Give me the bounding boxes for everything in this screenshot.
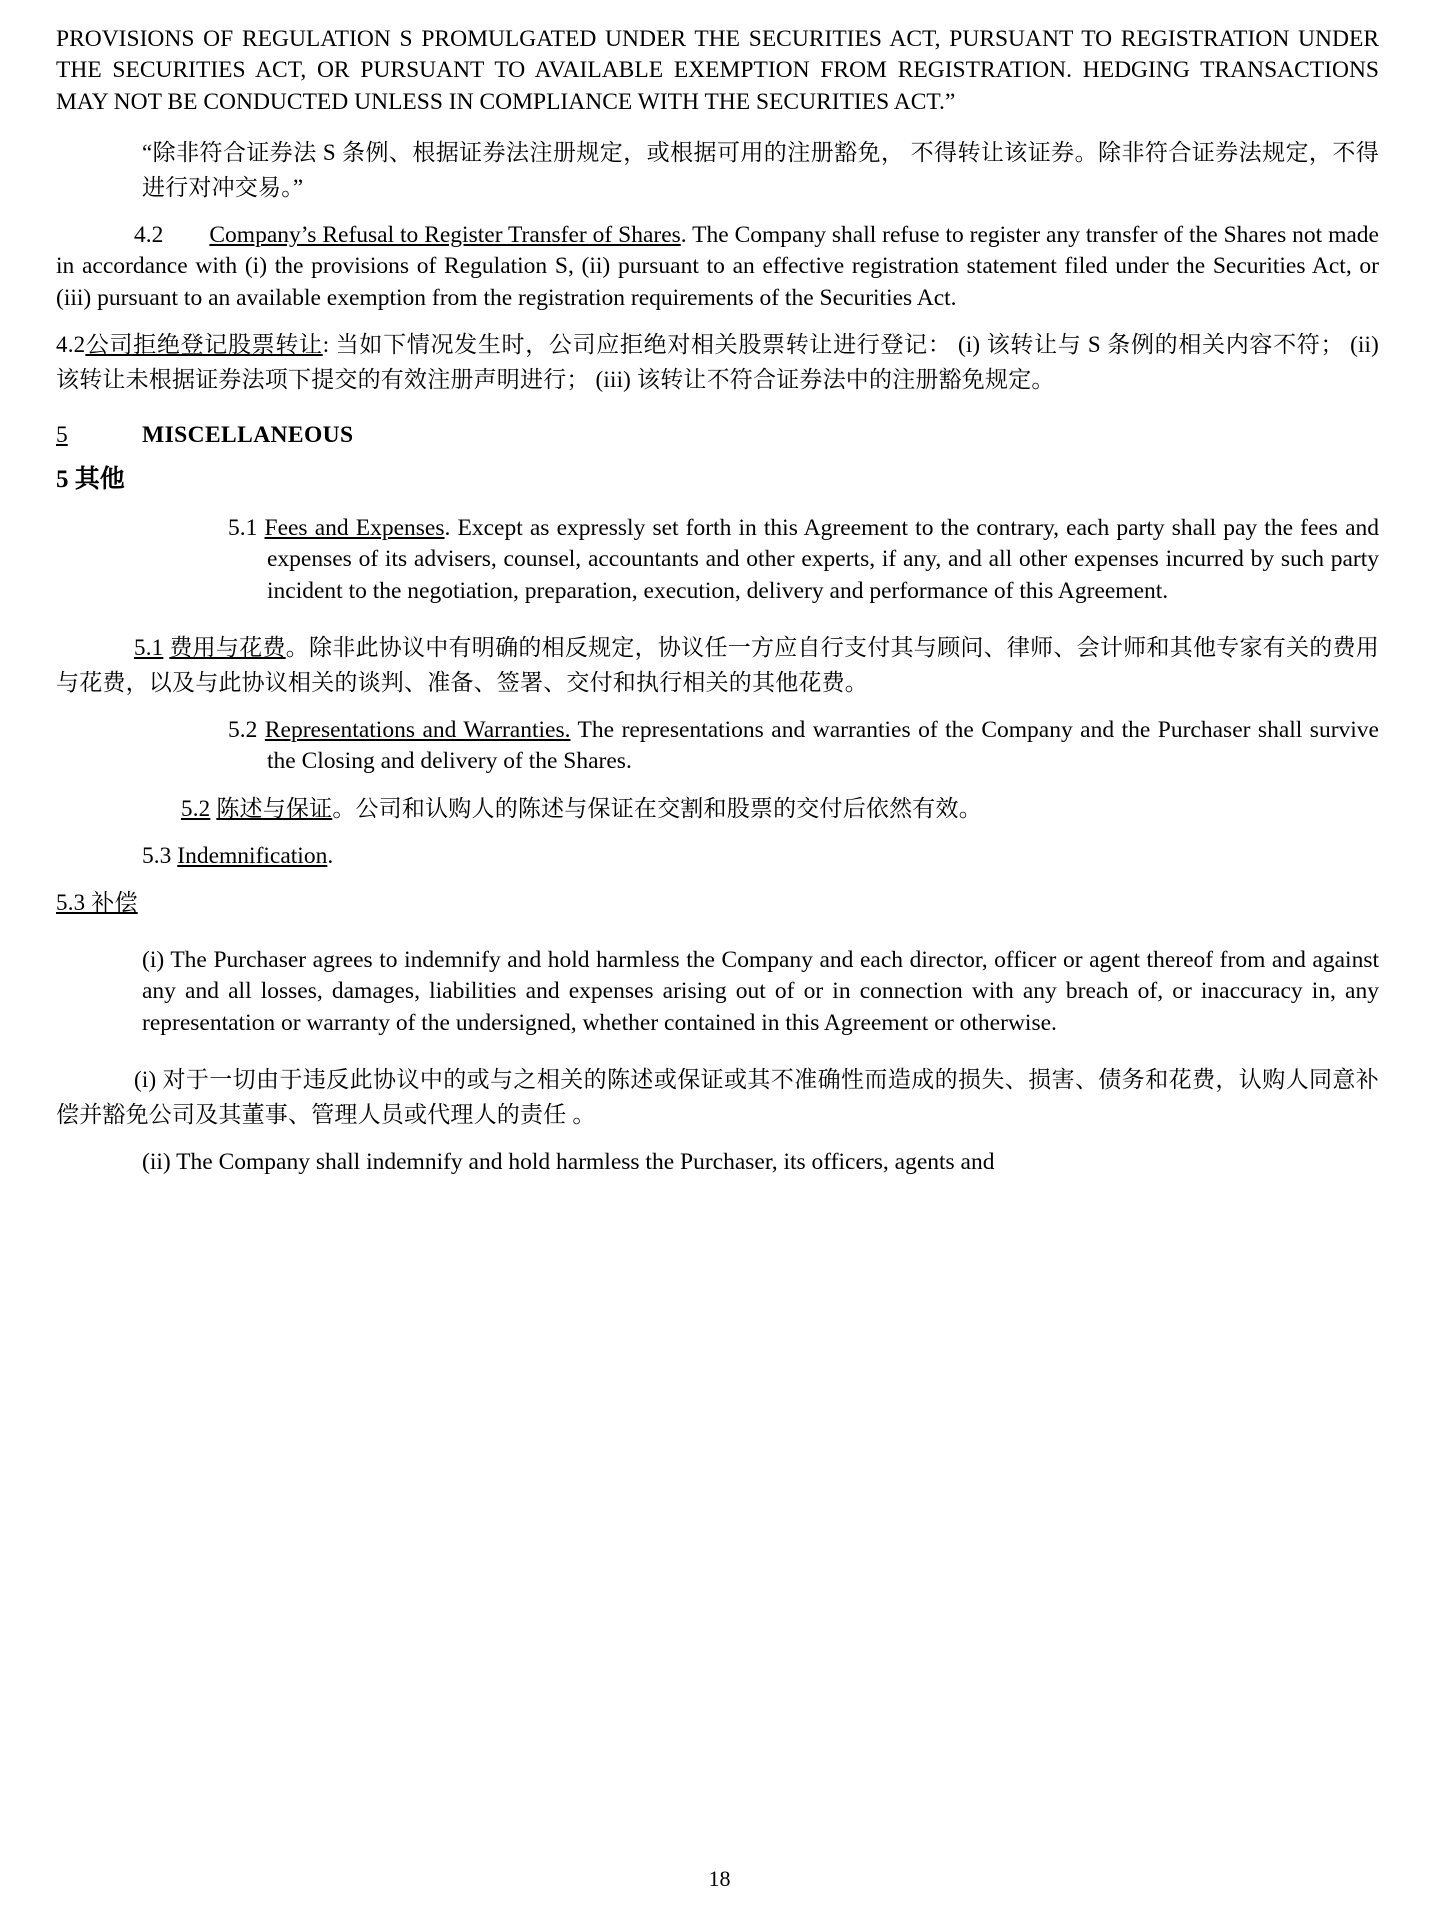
section-5-3-ii-block bbox=[142, 1147, 1379, 1178]
section-5-1-block bbox=[142, 513, 1379, 607]
section-5-3-title: Indemnification bbox=[177, 842, 328, 869]
section-5-3-number: 5.3 bbox=[142, 842, 172, 869]
section-5-3-i-paragraph: (i) The Purchaser agrees to indemnify and hold harmless the Company and each director, officer or agent thereof from and against any and all losses, damages, liabilities and expenses arising out of or in connection with any breach of, or inaccuracy in, any representation or warranty of the undersigned, whether contained in this Agreement or otherwise. bbox=[142, 946, 1379, 1036]
section-5-number: 5 bbox=[56, 421, 68, 448]
section-5-2-body: The representations and warranties of the Company and the Purchaser shall survive the Closing and delivery of the Shares. bbox=[267, 716, 1379, 775]
section-4-2-chinese-number: 4.2 bbox=[56, 332, 86, 358]
section-5-3-chinese-heading bbox=[56, 886, 1379, 921]
section-4-2-body: . The Company shall refuse to register any transfer of the Shares not made in accordance with (i) the provisions of Regulation S, (ii) pursuant to an effective registration statement filed under the Securities Act, or (iii) pursuant to an available exemption from the registration requirements of the Securities Act. bbox=[56, 221, 1379, 311]
spacer bbox=[56, 621, 1379, 631]
section-5-3-ii-paragraph: (ii) The Company shall indemnify and hold harmless the Purchaser, its officers, agents and bbox=[142, 1148, 995, 1175]
section-5-2-paragraph bbox=[142, 715, 1379, 778]
section-5-2-chinese-title: 陈述与保证 bbox=[216, 795, 333, 821]
section-5-1-body: . Except as expressly set forth in this Agreement to the contrary, each party shall pay the fees and expenses of its advisers, counsel, accountants and other experts, if any, and all other expenses incurred by such party incident to the negotiation, preparation, execution, delivery and performance of this Agreement. bbox=[267, 514, 1380, 604]
section-5-2-block bbox=[142, 715, 1379, 778]
section-5-1-title: Fees and Expenses bbox=[264, 514, 445, 541]
section-5-1-chinese-body: 。除非此协议中有明确的相反规定，协议任一方应自行支付其与顾问、律师、会计师和其他专家有关的费用与花费，以及与此协议相关的谈判、准备、签署、交付和执行相关的其他花费。 bbox=[56, 635, 1380, 695]
securities-legend-chinese-block bbox=[142, 136, 1379, 206]
section-4-2-chinese-body: : 当如下情况发生时，公司应拒绝对相关股票转让进行登记： (i) 该转让与 S 条例的相关内容不符； (ii) 该转让未根据证券法项下提交的有效注册声明进行； (iii) 该转让不符合证券法中的注册豁免规定。 bbox=[56, 332, 1380, 393]
section-5-3-i-chinese-paragraph: (i) 对于一切由于违反此协议中的或与之相关的陈述或保证或其不准确性而造成的损失、损害、债务和花费，认购人同意补偿并豁免公司及其董事、管理人员或代理人的责任 。 bbox=[56, 1067, 1379, 1127]
spacer bbox=[56, 935, 1379, 945]
section-5-3-body: . bbox=[327, 842, 334, 869]
section-5-title: MISCELLANEOUS bbox=[142, 421, 354, 448]
spacer bbox=[56, 1053, 1379, 1063]
section-5-2-chinese-block bbox=[181, 792, 1379, 827]
section-5-1-number: 5.1 bbox=[228, 514, 258, 541]
section-5-1-paragraph bbox=[142, 513, 1379, 607]
section-5-2-number: 5.2 bbox=[228, 716, 258, 743]
section-4-2-number: 4.2 bbox=[134, 221, 164, 248]
section-5-2-title: Representations and Warranties. bbox=[264, 716, 571, 743]
section-5-2-chinese-body: 。公司和认购人的陈述与保证在交割和股票的交付后依然有效。 bbox=[332, 795, 982, 821]
section-4-2-paragraph bbox=[56, 220, 1379, 314]
section-5-3-block bbox=[142, 841, 1379, 872]
section-5-2-chinese-number: 5.2 bbox=[181, 795, 211, 821]
section-5-1-chinese-title: 费用与花费 bbox=[169, 635, 286, 661]
spacer bbox=[56, 412, 1379, 422]
section-5-3-paragraph bbox=[142, 841, 1379, 872]
securities-legend-paragraph: PROVISIONS OF REGULATION S PROMULGATED UNDER THE SECURITIES ACT, PURSUANT TO REGISTRATION UNDER THE SECURITIES ACT, OR PURSUANT TO AVAILABLE EXEMPTION FROM REGISTRATION. HEDGING TRANSACTIONS MAY NOT BE CONDUCTED UNLESS IN COMPLIANCE WITH THE SECURITIES ACT.” bbox=[56, 26, 1379, 115]
page-number: 18 bbox=[708, 1866, 731, 1891]
section-4-2-chinese-title: 公司拒绝登记股票转让 bbox=[85, 332, 323, 358]
section-5-chinese-heading: 5 其他 bbox=[56, 465, 125, 493]
section-4-2-chinese-paragraph bbox=[56, 328, 1379, 398]
section-5-1-chinese-paragraph bbox=[56, 631, 1379, 701]
section-5-1-chinese-number: 5.1 bbox=[134, 635, 164, 661]
section-5-heading bbox=[56, 422, 1379, 449]
section-5-2-chinese-paragraph bbox=[181, 792, 1379, 827]
securities-legend-chinese-paragraph: “除非符合证券法 S 条例、根据证券法注册规定，或根据可用的注册豁免， 不得转让该证券。除非符合证券法规定，不得进行对冲交易。” bbox=[142, 140, 1379, 201]
section-4-2-title: Company’s Refusal to Register Transfer of Shares bbox=[209, 221, 681, 248]
section-5-3-i-block bbox=[142, 945, 1379, 1039]
section-5-3-chinese-text: 5.3 补偿 bbox=[56, 889, 138, 915]
